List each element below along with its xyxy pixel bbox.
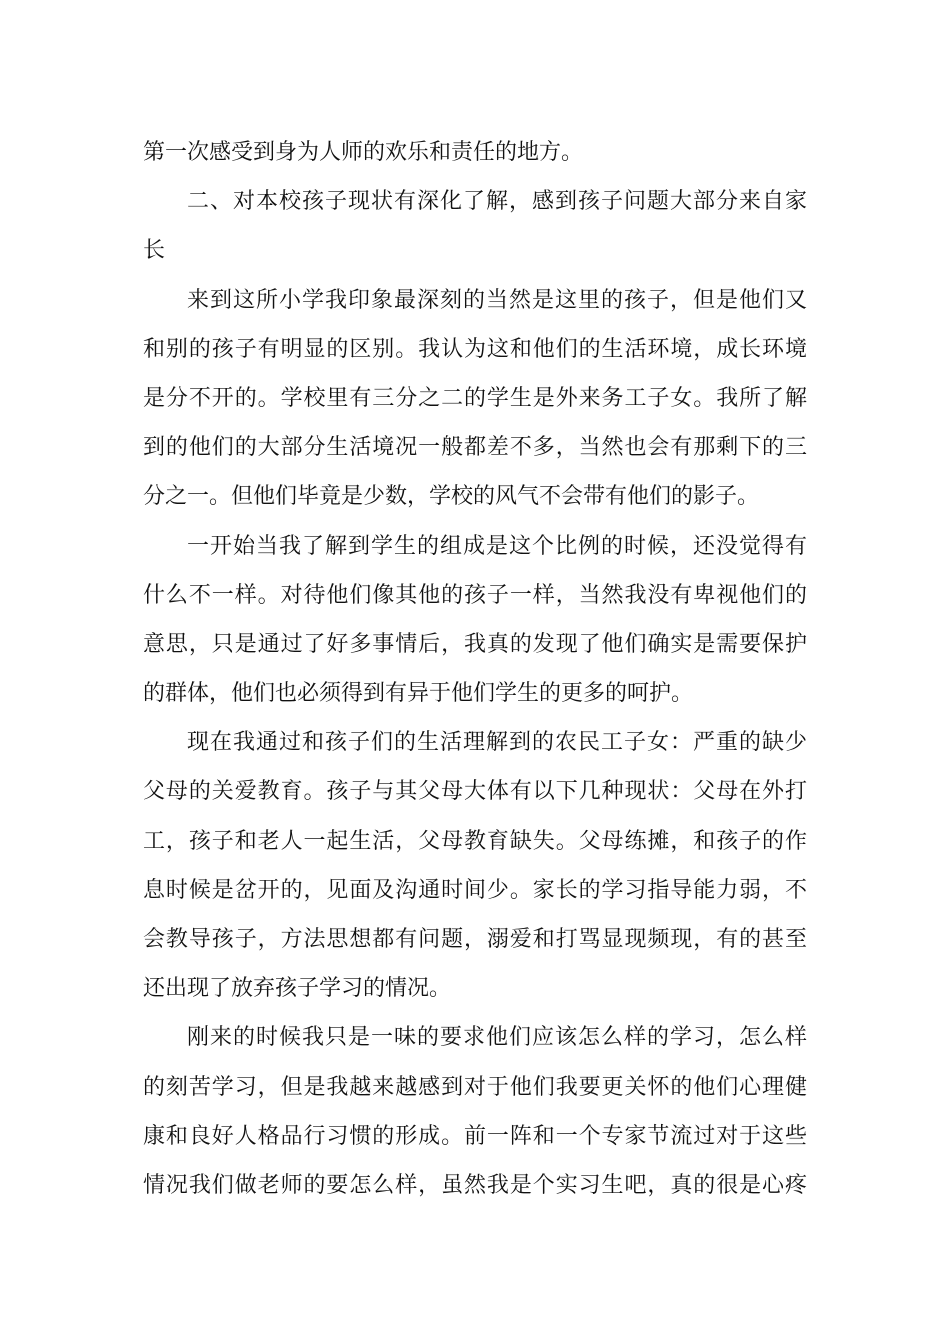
text-line: 还出现了放弃孩子学习的情况。 xyxy=(143,976,452,1002)
text-line: 第一次感受到身为人师的欢乐和责任的地方。 xyxy=(143,140,584,165)
text-line: 来到这所小学我印象最深刻的当然是这里的孩子，但是他们又 xyxy=(187,287,807,313)
text-line: 意思，只是通过了好多事情后，我真的发现了他们确实是需要保护 xyxy=(143,631,807,657)
text-line: 息时候是岔开的，见面及沟通时间少。家长的学习指导能力弱，不 xyxy=(143,877,807,903)
text-line: 刚来的时候我只是一味的要求他们应该怎么样的学习，怎么样 xyxy=(187,1025,807,1051)
text-line: 情况我们做老师的要怎么样，虽然我是个实习生吧，真的很是心疼 xyxy=(143,1172,807,1198)
text-line: 工，孩子和老人一起生活，父母教育缺失。父母练摊，和孩子的作 xyxy=(143,828,807,854)
document-body xyxy=(143,128,807,1210)
text-line: 会教导孩子，方法思想都有问题，溺爱和打骂显现频现，有的甚至 xyxy=(143,927,807,952)
text-line: 父母的关爱教育。孩子与其父母大体有以下几种现状：父母在外打 xyxy=(143,779,807,805)
text-line: 到的他们的大部分生活境况一般都差不多，当然也会有那剩下的三 xyxy=(143,435,807,461)
text-line: 现在我通过和孩子们的生活理解到的农民工子女：严重的缺少 xyxy=(187,730,807,756)
text-line: 什么不一样。对待他们像其他的孩子一样，当然我没有卑视他们的 xyxy=(143,582,807,608)
text-line: 的群体，他们也必须得到有异于他们学生的更多的呵护。 xyxy=(143,681,694,707)
text-line: 和别的孩子有明显的区别。我认为这和他们的生活环境，成长环境 xyxy=(143,336,807,362)
text-line: 一开始当我了解到学生的组成是这个比例的时候，还没觉得有 xyxy=(187,533,807,559)
text-line: 长 xyxy=(143,238,166,264)
text-line: 二、对本校孩子现状有深化了解，感到孩子问题大部分来自家 xyxy=(187,189,807,215)
text-line: 分之一。但他们毕竟是少数，学校的风气不会带有他们的影子。 xyxy=(143,484,760,510)
text-line: 的刻苦学习，但是我越来越感到对于他们我要更关怀的他们心理健 xyxy=(143,1074,807,1100)
text-line: 康和良好人格品行习惯的形成。前一阵和一个专家节流过对于这些 xyxy=(143,1123,807,1149)
text-line: 是分不开的。学校里有三分之二的学生是外来务工子女。我所了解 xyxy=(143,385,807,411)
